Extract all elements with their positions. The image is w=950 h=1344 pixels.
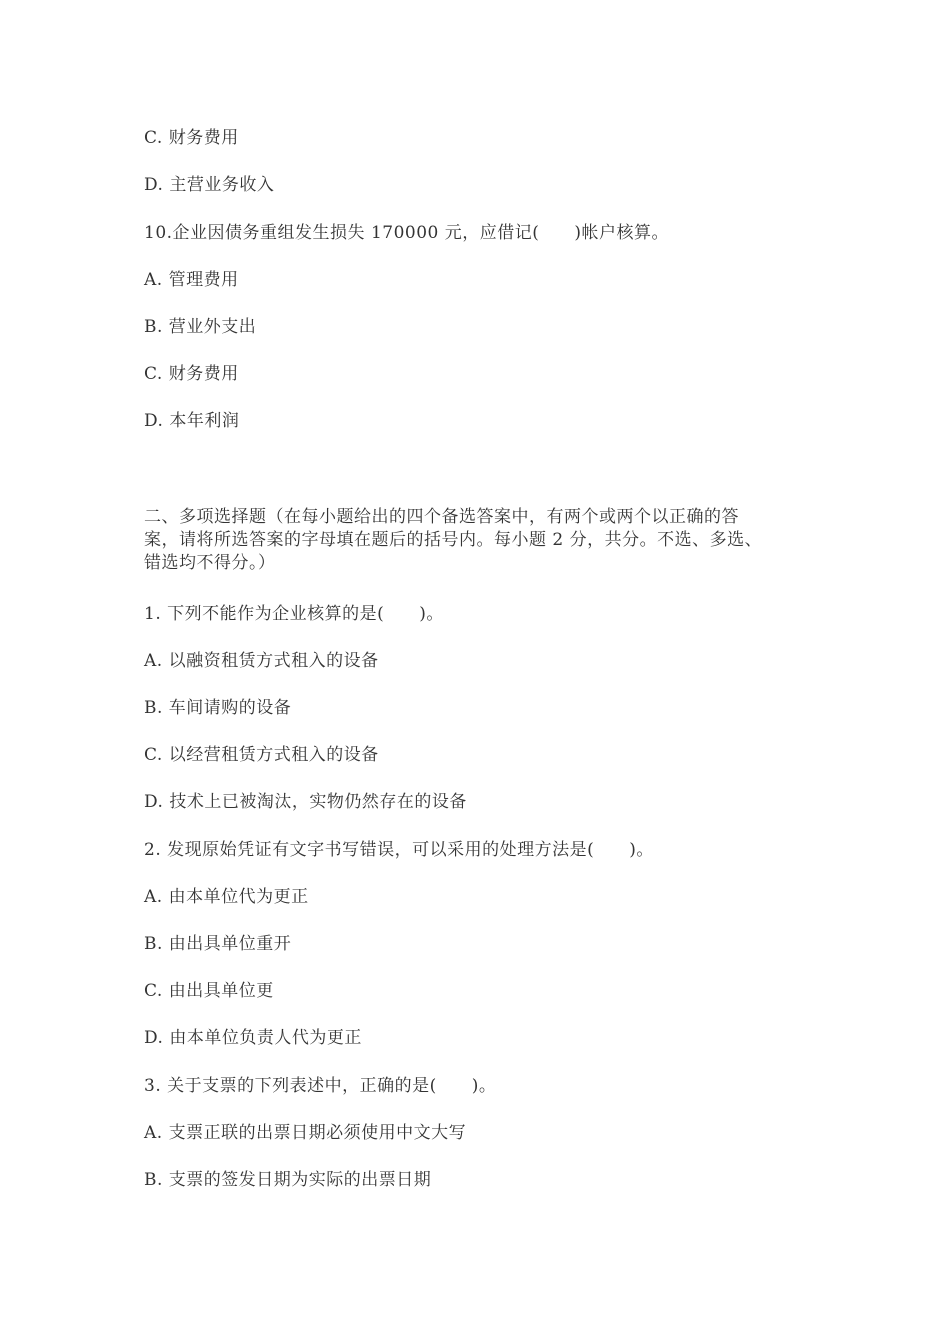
option-b: B. 由出具单位重开 [144,934,292,954]
option-c: C. 财务费用 [144,364,239,384]
question-2: 2. 发现原始凭证有文字书写错误，可以采用的处理方法是( )。 [144,840,654,860]
option-a: A. 由本单位代为更正 [144,887,309,907]
option-b: B. 支票的签发日期为实际的出票日期 [144,1170,432,1190]
question-1: 1. 下列不能作为企业核算的是( )。 [144,604,444,624]
option-c: C. 财务费用 [144,128,239,148]
option-b: B. 车间请购的设备 [144,698,292,718]
section-heading-line: 错选均不得分。） [144,553,276,573]
section-heading-line: 二、多项选择题（在每小题给出的四个备选答案中，有两个或两个以正确的答 [144,507,739,527]
option-c: C. 由出具单位更 [144,981,274,1001]
option-a: A. 以融资租赁方式租入的设备 [144,651,379,671]
option-a: A. 支票正联的出票日期必须使用中文大写 [144,1123,467,1143]
option-d: D. 主营业务收入 [144,175,275,195]
option-a: A. 管理费用 [144,270,239,290]
option-d: D. 本年利润 [144,411,240,431]
question-3: 3. 关于支票的下列表述中，正确的是( )。 [144,1076,497,1096]
option-c: C. 以经营租赁方式租入的设备 [144,745,379,765]
question-10: 10.企业因债务重组发生损失 170000 元，应借记( )帐户核算。 [144,223,670,243]
section-heading [144,506,814,575]
option-d: D. 由本单位负责人代为更正 [144,1028,362,1048]
section-heading-line: 案，请将所选答案的字母填在题后的括号内。每小题 2 分，共分。不选、多选、 [144,530,763,550]
option-b: B. 营业外支出 [144,317,257,337]
option-d: D. 技术上已被淘汰，实物仍然存在的设备 [144,792,467,812]
